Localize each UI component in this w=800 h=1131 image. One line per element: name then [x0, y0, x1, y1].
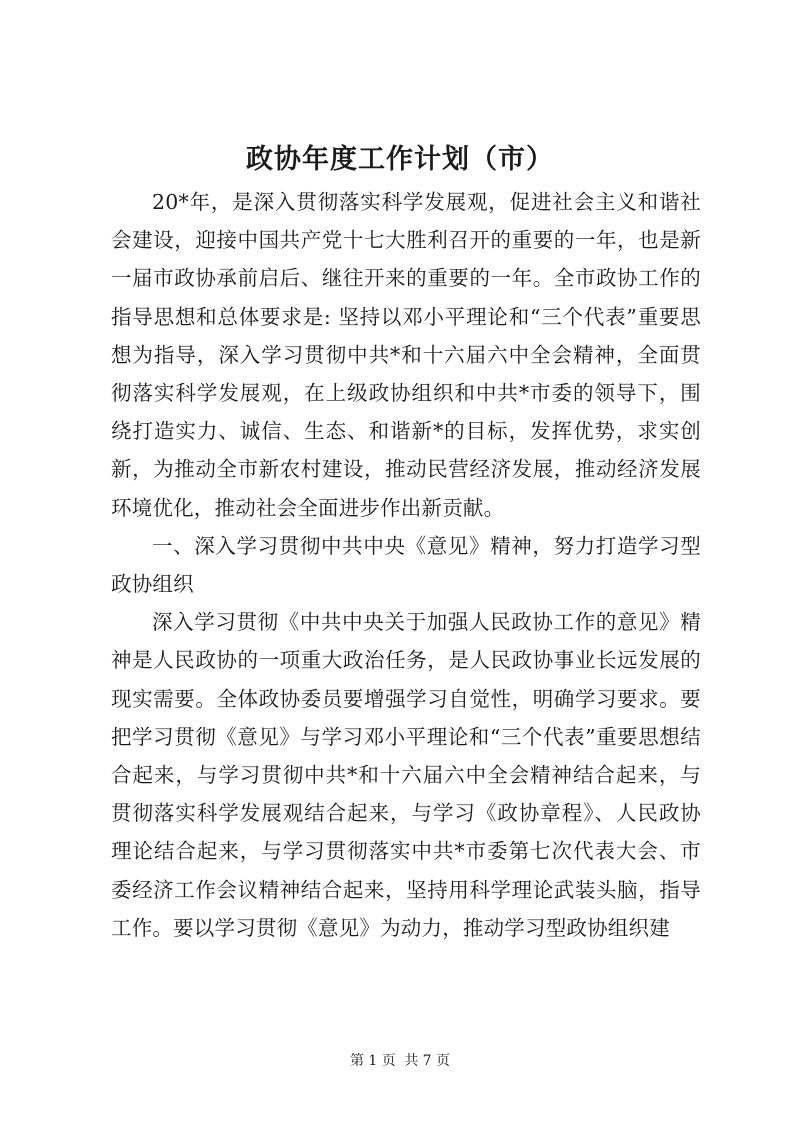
total-pages: 共 7 页	[404, 1053, 451, 1069]
section-heading-1: 一、深入学习贯彻中共中央《意见》精神，努力打造学习型政协组织	[111, 533, 701, 597]
paragraph-section-1: 深入学习贯彻《中共中央关于加强人民政协工作的意见》精神是人民政协的一项重大政治任务，是人民政协事业长远发展的现实需要。全体政协委员要增强学习自觉性，明确学习要求。要把学习贯彻《意见》与学习邓小平理论和“三个代表”重要思想结合起来，与学习贯彻中共*和十六届六中全会精神结合起来，与贯彻落实科学发展观结合起来，与学习《政协章程》、人民政协理论结合起来，与学习贯彻落实中共*市委第七次代表大会、市委经济工作会议精神结合起来，坚持用科学理论武装头脑，指导工作。要以学习贯彻《意见》为动力，推动学习型政协组织建	[111, 610, 701, 940]
page-number: 第 1 页	[349, 1053, 396, 1069]
document-title: 政协年度工作计划（市）	[246, 144, 554, 175]
page-footer	[0, 1051, 800, 1071]
document-body	[111, 183, 701, 947]
paragraph-intro: 20*年，是深入贯彻落实科学发展观，促进社会主义和谐社会建设，迎接中国共产党十七大胜利召开的重要的一年，也是新一届市政协承前启后、继往开来的重要的一年。全市政协工作的指导思想和总体要求是: 坚持以邓小平理论和“三个代表”重要思想为指导，深入学习贯彻中共*和十六届六中全会精神，全面贯彻落实科学发展观，在上级政协组织和中共*市委的领导下，围绕打造实力、诚信、生态、和谐新*的目标，发挥优势，求实创新，为推动全市新农村建设，推动民营经济发展，推动经济发展环境优化，推动社会全面进步作出新贡献。	[111, 190, 701, 520]
